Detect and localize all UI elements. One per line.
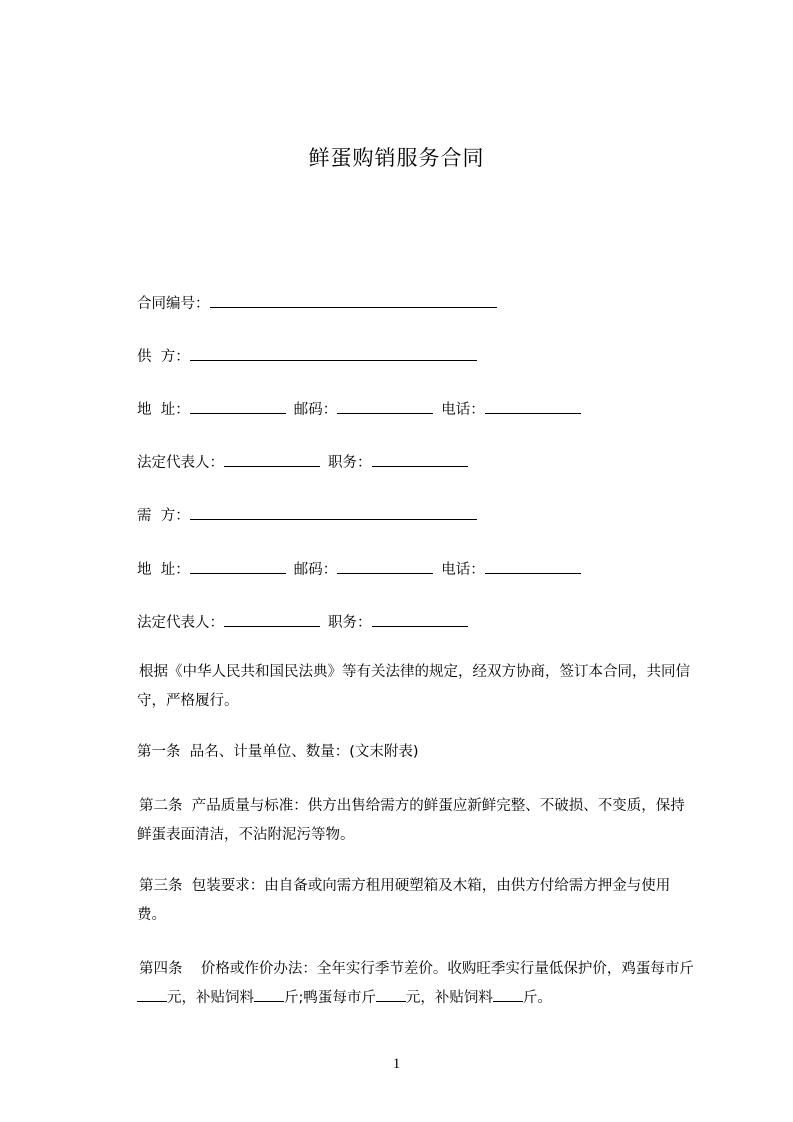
chicken-egg-price-blank[interactable] [137, 986, 167, 1002]
chicken-feed-blank[interactable] [254, 986, 284, 1002]
buyer-postcode-blank[interactable] [337, 558, 433, 574]
supplier-legal-rep-label: 法定代表人： [137, 455, 224, 471]
article-2 [137, 792, 699, 850]
buyer-phone-blank[interactable] [485, 558, 581, 574]
intro-paragraph [137, 658, 699, 716]
supplier-postcode-blank[interactable] [337, 398, 433, 414]
supplier-address-label: 地 址： [137, 402, 190, 418]
buyer-legal-rep-line [137, 611, 476, 631]
contract-number-line [137, 292, 505, 312]
buyer-line [137, 504, 485, 524]
intro-text: 根据《中华人民共和国民法典》等有关法律的规定，经双方协商，签订本合同，共同信守，严格履行。 [137, 664, 690, 709]
supplier-legal-rep-line [137, 451, 476, 471]
supplier-line [137, 345, 485, 365]
supplier-phone-blank[interactable] [485, 398, 581, 414]
article-4-text-c: 斤;鸭蛋每市斤 [284, 990, 376, 1006]
article-1-text: 第一条 品名、计量单位、数量：(文末附表) [137, 744, 419, 760]
supplier-position-label: 职务： [328, 455, 372, 471]
buyer-address-blank[interactable] [190, 558, 286, 574]
buyer-blank[interactable] [190, 504, 477, 520]
buyer-address-label: 地 址： [137, 562, 190, 578]
article-4-text-d: 元，补贴饲料 [405, 990, 493, 1006]
buyer-address-line [137, 558, 589, 578]
buyer-position-blank[interactable] [372, 611, 468, 627]
contract-number-blank[interactable] [210, 292, 497, 308]
supplier-legal-rep-blank[interactable] [224, 451, 320, 467]
supplier-postcode-label: 邮码： [293, 402, 338, 418]
supplier-phone-label: 电话： [441, 402, 485, 418]
article-4-text-e: 斤。 [522, 990, 552, 1006]
duck-feed-blank[interactable] [493, 986, 523, 1002]
article-2-text: 第二条 产品质量与标准：供方出售给需方的鲜蛋应新鲜完整、不破损、不变质，保持鲜蛋表面清洁，不沾附泥污等物。 [137, 798, 685, 843]
buyer-postcode-label: 邮码： [293, 562, 338, 578]
buyer-phone-label: 电话： [441, 562, 485, 578]
article-3-text: 第三条 包装要求：由自备或向需方租用硬塑箱及木箱，由供方付给需方押金与使用费。 [137, 878, 671, 923]
supplier-blank[interactable] [190, 345, 477, 361]
contract-number-label: 合同编号： [137, 296, 210, 312]
supplier-label: 供 方： [137, 349, 190, 365]
buyer-label: 需 方： [137, 508, 190, 524]
buyer-legal-rep-blank[interactable] [224, 611, 320, 627]
supplier-position-blank[interactable] [372, 451, 468, 467]
document-title: 鲜蛋购销服务合同 [308, 146, 485, 170]
article-4 [137, 955, 699, 1013]
duck-egg-price-blank[interactable] [376, 986, 406, 1002]
article-4-text-a: 第四条 价格或作价办法：全年实行季节差价。收购旺季实行量低保护价，鸡蛋每市斤 [139, 961, 694, 977]
supplier-address-line [137, 398, 589, 418]
supplier-address-blank[interactable] [190, 398, 286, 414]
article-3 [137, 872, 699, 930]
article-1 [137, 738, 699, 767]
page-number: 1 [392, 1056, 401, 1072]
article-4-text-b: 元，补贴饲料 [167, 990, 254, 1006]
buyer-legal-rep-label: 法定代表人： [137, 615, 224, 631]
buyer-position-label: 职务： [328, 615, 372, 631]
